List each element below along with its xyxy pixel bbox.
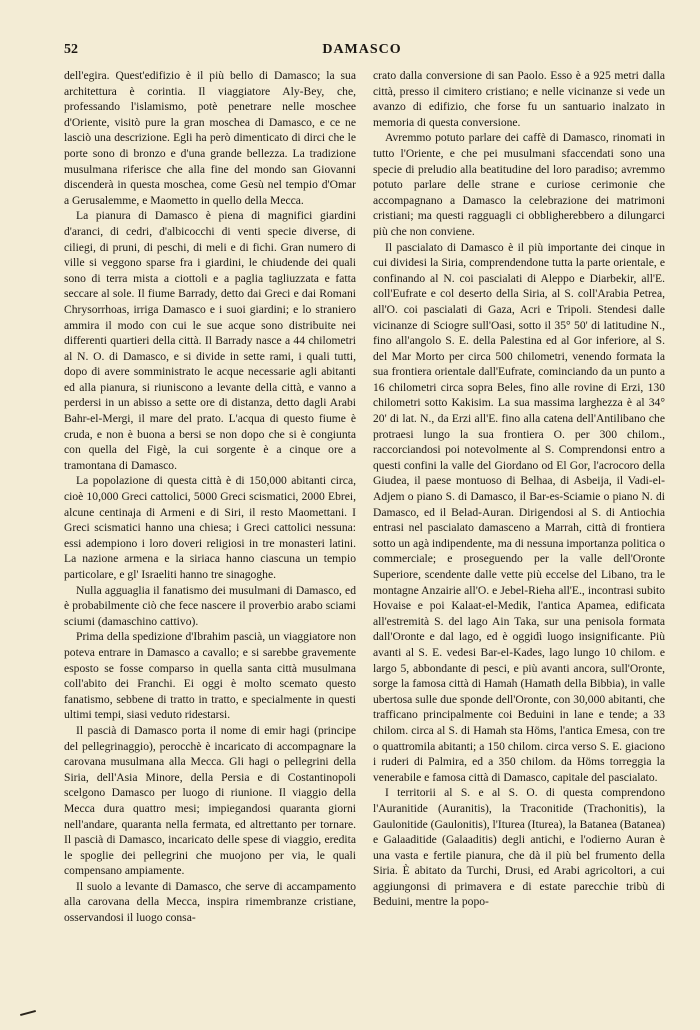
- ink-mark: [20, 1010, 36, 1016]
- paragraph: Nulla agguaglia il fanatismo dei musulmani di Damasco, ed è probabilmente ciò che fece nascere il proverbio arabo sciami sciumi (damaschino cattivo).: [64, 583, 356, 628]
- paragraph: Avremmo potuto parlare dei caffè di Damasco, rinomati in tutto l'Oriente, e che pei musulmani sfaccendati sono una specie di preludio alla beatitudine del loro paradiso; avremmo potuto parlare delle strane e curiose cerimonie che accompagnano a Damasco la celebrazione dei matrimoni cristiani; ma questi ragguagli ci obbligherebbero a dilungarci più che non conviene.: [373, 131, 665, 238]
- left-column: [64, 68, 356, 988]
- paragraph: Il pascialato di Damasco è il più importante dei cinque in cui dividesi la Siria, comprendendone tutta la parte orientale, e confinando al N. coi pascialati di Aleppo e Diarbekir, all'E. coll'Eufrate e col deserto della Siria, al S. coll'Arabia Petrea, all'O. coi pascialati di Gaza, Acri e Tripoli. Stendesi dalle vicinanze di Sciogre sull'Oasi, sotto il 35° 50' di latitudine N., fino all'angolo S. E. della Palestina ed al Gor inferiore, al S. del Mar Morto per circa 500 chilometri, venendo formata la sua frontiera orientale dall'Eufrate, cominciando da un punto a 16 chilometri circa sopra Beles, fino alle rovine di Erzi, 130 chilometri sotto Kakisim. La sua massima larghezza è al 34° 20' di lat. N., da Erzi all'E. fino alla catena dell'Antilibano che protraesi lungo la sua frontiera O. per 300 chilom., raccorciandosi poi notevolmente al S. Comprendonsi entro a questi confini la valle del Giordano od El Gor, l'acrocoro della Giudea, il paese montuoso di Belhaa, di Asbeija, il Vadi-el-Adjem o piano S. di Damasco, il Bar-es-Sciamie o piano N. di Damasco, ed il Belad-Auran. Dirigendosi al S. di Antiochia entrasi nel pascialato damasceno a Marrah, città di frontiera sotto un agà indipendente, ma di nessuna importanza politica o commerciale; e proseguendo per la valle dell'Oronte Superiore, scendente dalle vette più eccelse del Libano, tra le montagne Anzairie all'O. e Jebel-Rieha all'E., incontrasi subito Hovaise e poi Kalaat-el-Medik, l'antica Apamea, edificata all'estremità S. del lago Ain Taka, sur una penisola formata dall'Oronte e dal lago, ed è oggidì luogo insignificante. Più avanti al S. E. vedesi Bar-el-Kades, lago lungo 10 chilom. e largo 5, abbondante di pesci, e più avanti ancora, sull'Oronte, sorge la famosa città di Hamah (Hamath della Bibbia), in valle ubertosa sulle due sponde dell'Oronte, con 30,000 abitanti, che trafficano principalmente coi Beduini in lane e tende; a 33 chilom. circa al S. di Hamah sta Höms, l'antica Emesa, con tre o quattromila abitanti; a 150 chilom. circa verso S. E. giaciono i ruderi di Palmira, ed a 350 chilom. da Höms torreggia la venerabile e famosa città di Damasco, capitale del pascialato.: [373, 240, 665, 784]
- paragraph: La pianura di Damasco è piena di magnifici giardini d'aranci, di cedri, d'albicocchi di venti specie diverse, di ciliegi, di pruni, di peschi, di meli e di fichi. Gran numero di ville si veggono sparse fra i giardini, le chiudende dei quali sono di terra mista a ciottoli e a paglia tagliuzzata e fatta seccare al sole. Il fiume Barrady, detto dai Greci e dai Romani Chrysorrhoas, irriga Damasco e i suoi giardini; e lo straniero ammira il modo con cui le sue acque sono distribuite nei differenti quartieri della città. Il Barrady nasce a 44 chilometri al N. O. di Damasco, e si divide in sette rami, i quali tutti, dopo di avere somministrato le acque necessarie agli abitanti ed alla pianura, si riuniscono a levante della città, e vanno a perdersi in un abisso a sette ore di distanza, detto dagli Arabi Bahr-el-Mergi, il mare del prato. L'acqua di questo fiume è cruda, e non è buona a bersi se non dopo che si è congiunta con quella del Figè, la cui sorgente è a cinque ore a tramontana di Damasco.: [64, 209, 356, 472]
- paragraph: La popolazione di questa città è di 150,000 abitanti circa, cioè 10,000 Greci cattolici, 5000 Greci scismatici, 2000 Ebrei, alcune centinaja di Armeni e di Siri, il resto Maomettani. I Greci scismatici hanno una chiesa; i Greci cattolici nessuna: essi adempiono i loro doveri religiosi in tre monasteri latini. La nazione armena e la siriaca hanno ciascuna un tempio particolare, e gl' Israeliti hanno tre sinagoghe.: [64, 474, 356, 581]
- paragraph: I territorii al S. e al S. O. di questa comprendono l'Auranitide (Auranitis), la Traconitide (Trachonitis), la Gaulonitide (Gaulonitis), l'Iturea (Iturea), la Batanea (Batanea) e Galaaditide (Galaaditis) degli antichi, e l'odierno Auran è una vasta e fertile pianura, che dà il più bel frumento della Siria. È abitato da Turchi, Drusi, ed Arabi agricoltori, a cui aggiungonsi di primavera e di estate parecchie tribù di Beduini, mentre la popo-: [373, 786, 665, 909]
- paragraph: Il pascià di Damasco porta il nome di emir hagi (principe del pellegrinaggio), perocchè è incaricato di accompagnare la carovana musulmana alla Mecca. Gli hagi o pellegrini della Siria, dell'Asia Minore, della Persia e di Costantinopoli scelgono Damasco per luogo di riunione. Il viaggio della Mecca dura quattro mesi; impiegandosi quaranta giorni nell'andare, quaranta nella fermata, ed altrettanto per tornare. Il pascià di Damasco, incaricato delle spese di viaggio, eredita le spoglie dei pellegrini che muojono per via, le quali compensano ampiamente.: [64, 723, 356, 878]
- right-column: [373, 68, 665, 988]
- page-number: 52: [64, 42, 78, 57]
- paragraph: Il suolo a levante di Damasco, che serve di accampamento alla carovana della Mecca, inspira rimembranze cristiane, osservandosi il luogo consa-: [64, 879, 356, 925]
- paragraph: Prima della spedizione d'Ibrahim pascià, un viaggiatore non poteva entrare in Damasco a cavallo; e si sarebbe gravemente esposto se fosse comparso in quella santa città musulmana coll'abito dei Franchi. Ei oggi è molto scemato questo fanatismo, sebbene di tratto in tratto, e specialmente in questi ultimi tempi, siasi veduto ridestarsi.: [64, 630, 356, 722]
- running-title: DAMASCO: [322, 42, 402, 57]
- running-header: [64, 40, 660, 62]
- paragraph: dell'egira. Quest'edifizio è il più bello di Damasco; la sua architettura è corintia. Il viaggiatore Aly-Bey, che, professando l'islamismo, potè penetrare nelle moschee d'Oriente, visitò pure la gran moschea di Damasco, e ce ne lasciò una descrizione. Egli ha però dimenticato di dirci che le porte sono di bronzo e d'una grande bellezza. La tradizione musulmana riferisce che alla fine del mondo san Giovanni discenderà in questa moschea, come Gesù nel tempio d'Omar a Gerusalemme, e Maometto in quello della Mecca.: [64, 69, 356, 207]
- paragraph: crato dalla conversione di san Paolo. Esso è a 925 metri dalla città, presso il cimitero cristiano; e nelle vicinanze si vede un avanzo di edifizio, che forse fu un santuario inalzato in memoria di questa conversione.: [373, 69, 665, 129]
